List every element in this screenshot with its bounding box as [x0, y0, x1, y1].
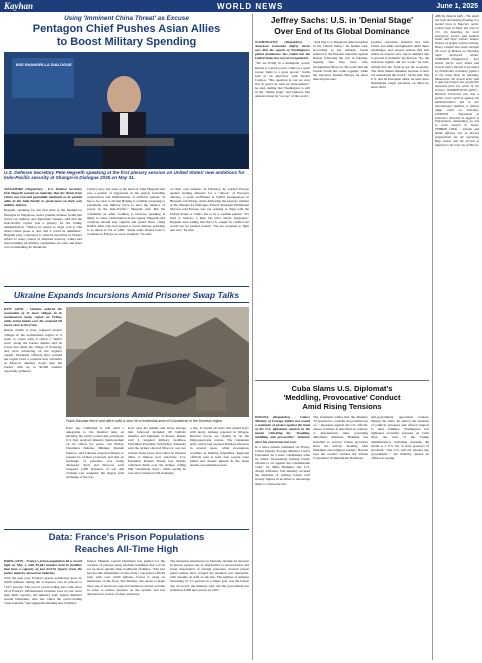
- story1-headline-line1: Pentagon Chief Pushes Asian Allies: [32, 23, 221, 35]
- story4-column-2: [313, 40, 368, 377]
- story4-body-2: "And that is a dangerous misconception in the United States," he further said. According to his remarks, Sachs referred to the Western sanctions against Russia following the war in Ukraine, arguing that they have only strengthened Moscow. He noted that the Global South has come together, while the sanctions harmed Europe far more than anyone else.: [313, 40, 368, 81]
- story3-body-2: Justice Minister Gerald Darmanin has pushed for the creation of prisons using modular buildings that can be set up more quickly than traditional facilities. "The bed has become emblematic of this crisis," one prison official said, with over 5,000 inmates forced to sleep on mattresses on the floor. The ministry also plans to make more use of electronic tags and sentences served at home in order to relieve pressure on the system, and has announced a review of short sentences.: [87, 559, 165, 596]
- story4-lead: WASHINGTON (Dispatches) - American economist Jeffrey Sachs says that the speech of Washington's global dominance has ended but the United States has not yet recognized it.: [255, 40, 310, 61]
- story1-headline-line2: to Boost Military Spending: [56, 36, 197, 48]
- story3-top-rule: [4, 529, 249, 530]
- story5-body-3: anti-government opposition leaders. During his visits, he alerted the relatives of political prisoners and offered support to their families. Washington has tightened economic pressure on Cuba since the start of the Trump administration, including restoring the island to a U.S. list of state sponsors of terrorism. "The U.S. will not tolerate any government..." the ministry quoted an official as saying.: [371, 415, 429, 460]
- story3-body-3: The measures announced on Saturday include an increase in places, greater use of alternatives to incarceration and faster deportation of foreign prisoners. Several prison guard unions have warned the situation was untenable, with assaults on staff on the rise. The number of inmates increasing by 5.2 percent in a single year was the fastest rise on record, the ministry said, and the government has promised 3,000 new places by 2027.: [170, 559, 249, 592]
- story2-column-4: [190, 426, 249, 526]
- sidebar-briefs-text: ABUJA, Nigeria (AP) - The death toll from devastating flooding in a market town in Nigeria's north-central state of Niger has risen to 151. On Saturday, the local emergency service and medical teams had more victims' bodies. Dozens of people remain missing. Heavy rainfall that swept through the town of Mokwa on Thursday night destroyed homes. TEHERAN (Dispatches) - Two Israeli forces were killed and several others injured in an attack by Palestinian resistance fighters in the Gaza Strip on Saturday. Meanwhile, the Israeli army said it had intercepted two projectiles launched from the north of the enclave. WASHINGTON (AFP) - Harvard University has won a further court reprieve against the administration's bid to bar international students, a federal judge ruled on Thursday. LONDON - Thousands of protesters marched in support of Palestinians, demanding an end to arms exports to Israel. TEHRAN (TNA) - Iranian and Saudi officials met to discuss preparations for the upcoming Hajj season and the arrival of pilgrims in the holy city of Mecca.: [435, 15, 479, 147]
- story3-body-1: Over the past year, France's prison population grew by 6,000 inmates, taking the occupancy rate in prisons to 133.7 percent. The record overcrowding has come since 29 of France's 186 detention facilities were at over twice their built capacity, the ministry said. Justice Minister Gerald Darmanin, who has called the overcrowding "unacceptable," has suggested building new facilities.: [4, 576, 82, 605]
- story5-headline-line1: Cuba Slams U.S. Diplomat's: [291, 384, 393, 393]
- story3-column-3: [170, 559, 249, 661]
- story1-caption: U.S. Defense Secretary Pete Hegseth speaking at the first plenary session on United States' new ambitions for Indo-Pacific security at Shangri-la Dialogue 2025 on May 31.: [4, 170, 245, 181]
- story2-lead: KYIV (AFP) - Ukraine ordered the evacuation of 11 more villages in its northeastern Sumy region on Friday, while aerial bombs over the weekend hit towns close to the front.: [4, 307, 62, 328]
- story2-bottom-rule: [4, 302, 249, 303]
- masthead: [0, 0, 482, 12]
- story3-column-1: [4, 559, 82, 661]
- story2-body-1: Russia claims to have captured several villages in the northeastern region as it seeks to create what it called a "buffer zone" along the border. Russia said its forces had taken the village of Vodolagy and were advancing on the region's capital. Ukrainian officials have warned the region faces a possible new offensive as Moscow amasses troops near the border, with up to 50,000 soldiers reportedly gathered.: [4, 328, 62, 374]
- section-title: WORLD NEWS: [216, 1, 284, 11]
- story4-headline-line1: Jeffrey Sachs: U.S. in 'Denial Stage': [270, 15, 414, 25]
- sidebar-news-briefs: [435, 15, 479, 660]
- story3-headline-line1: Data: France's Prison Populations: [48, 532, 205, 543]
- story2-photo: [66, 307, 249, 417]
- story4-body-3: positive outcomes. Russia's ties with China and India strengthened amid these challenges, and several nations that had relied on exports now report demand due to growth in domestic production. "So, the sanctions regime did not work," he said, adding that the "fault is not the economy. The West makes mistakes because it does not understand the world," Sachs said. The U.S. and its European allies, he said, have maintained tough sanctions on Moscow since 2022.: [371, 40, 429, 90]
- story2-headline: Ukraine Expands Incursions Amid Prisoner Swap Talks: [13, 290, 240, 300]
- photo-banner-text: IISS SHANGRI-LA DIALOGUE: [16, 62, 72, 67]
- story5-headline-line3: Amid Rising Tensions: [302, 402, 382, 411]
- story2-column-2: [66, 426, 124, 526]
- story2-body-3: Kyiv says the missile and drone barrage that followed included 48 ballistic missiles and hundreds of drones. Russia said it targeted military facilities. Ukrainian President Volodymyr Zelensky said the strikes showed Moscow was not serious about peace and called on Western allies to impose new sanctions. U.S. President Donald Trump has sharply criticized Putin over the strikes, calling him "absolutely crazy", while saying he was also frustrated with Zelensky.: [128, 426, 186, 476]
- story1-kicker: Using 'Imminent China Threat' as Excuse: [64, 15, 189, 22]
- story1-column-2: [87, 187, 165, 285]
- story5-lead: HAVANA (Dispatches) - Cuba's Ministry of Foreign Affairs has issued a statement of protest against the head of the U.S. diplomatic mission in the island, criticizing his "insulting, meddling and provocative" behavior since his arrival late last year.: [255, 415, 310, 444]
- story1-column-3: [170, 187, 249, 285]
- story5-headline-line2: 'Meddling, Provocative' Conduct: [283, 393, 401, 402]
- story5-column-3: [371, 415, 429, 660]
- story3-lead: PARIS (AFP) - France's prison population hit a record high on May 1, with 83,681 inmates held in facilities that have a capacity of just 62,570, figures from the justice ministry showed on Saturday.: [4, 559, 82, 576]
- story4-body-1: "We are living in a multipolar world. Russia is a great power. China is a great power. India is a great power," Sachs said in an interview with Tucker Carlson. "The question is can we now live in peace in such an environment," he said, adding that Washington is still in the "denial stage" and believes that America must be "on top" of the world.: [255, 61, 310, 99]
- story1-lead: SINGAPORE (Dispatches) - U.S. Defense Secretary Pete Hegseth warned on Saturday that the threat from China was real and potentially imminent as he pushed allies in the Indo-Pacific to spend more on their own military defense.: [4, 187, 82, 208]
- story1-photo: [4, 52, 249, 169]
- story5-column-1: [255, 415, 310, 660]
- sidebar-divider: [432, 14, 433, 660]
- story2-top-rule: [4, 286, 249, 287]
- story2-column-3: [128, 426, 186, 526]
- story3-headline-line2: Reaches All-Time High: [74, 544, 179, 555]
- story1-body-1: Hegseth, speaking for the first time at the Shangri-La Dialogue in Singapore, Asia's premier defense forum that draws top military and diplomatic leaders, said that the Indo-Pacific region was a priority for the Trump administration. "There's no reason to sugar coat it. The threat China poses is real, and it could be imminent," Hegseth said, a reference to what he described as China's efforts to seize control of disputed territory. China had been building up military capabilities, he said, and there was no mistaking its intentions.: [4, 208, 82, 250]
- story1-body-3: on their own defense. In February, he warned Europe against leaning America for a "reboot" of Europe's defense, a point reaffirmed at NATO headquarters in Brussels. On Friday, while delivering the keynote address at the Shangri-La Dialogue, French President Emmanuel Macron said Europe was not seeking to align with the United States or China, but to be a credible partner. "It's hard to believe, a little bit, after what's happened," Hegseth said, adding that the U.S. sought no conflict but would not be pushed around. "We are prepared to fight and win," he said.: [170, 187, 249, 232]
- story5-body-1: In a news release published on Friday, Cuban Deputy Foreign Minister Carlos Fernandez de Cossio condemned what he called "increasingly inciting Cuban citizens to act against the constitutional order" by Mike Hammer, the U.S. chargé d'affaires. The ministry accused the diplomat of visiting Cuban civil society figures in an effort to encourage them to violate the law.: [255, 444, 310, 486]
- story2-body-4: a day. It owned all sides that pulled Kyiv with heavy damage reported in villages, Russian forces are closing in on the Dnipropetrovsk region. The Ukrainian army said it had stopped Russian advances in several areas, while evacuations continue as shelling intensifies. Regional officials said at least four people were killed and dozens injured in the latest attacks on residential areas.: [190, 426, 249, 467]
- story5-body-2: The statement added that the ministry "is prepared to consider the possible use of..." measures against the U.S. official, whose activities it described as contrary to international rules governing diplomatic missions. Hammer has travelled to several Cuban provinces since his arrival, meeting with dissidents and religious leaders. Havana says the conduct violates the Vienna Convention on Diplomatic Relations.: [313, 415, 368, 460]
- story2-column-1: [4, 307, 62, 527]
- issue-date: June 1, 2025: [436, 2, 478, 10]
- publication-logo: Kayhan: [4, 1, 34, 11]
- story5-top-rule: [255, 380, 429, 381]
- story1-column-1: [4, 187, 82, 285]
- story3-column-2: [87, 559, 165, 661]
- story2-body-2: Kyiv has confirmed it will send a delegation to the Istanbul talks on Monday, but said it would only participate if it first received Russia's memorandum on its vision for peace. On Friday, Ukrainian Defense Minister Rustem Umerov said Ukraine expected Russia to present its written proposals and that an exchange of prisoners was being discussed. Kyiv and Moscow each swapped 1,000 prisoners of war and civilians last weekend, the largest such exchange of the war.: [66, 426, 124, 480]
- story4-column-1: [255, 40, 310, 377]
- column-divider: [252, 14, 253, 660]
- story1-body-2: China's navy has been at the head of what Hegseth said was a pattern of aggression in the region, including construction and militarization of artificial islands. "It has to be clear to all that Beijing is credibly preparing to potentially use military force to alter the balance of power in the Indo-Pacific," Hegseth said. But his comments on allies working to increase spending is likely to cause consternation in the region. Hegseth said countries should stay vigilant and spend more, citing NATO allies who had agreed to boost defense spending to as much as 5% of GDP. "Asian allies should look to countries in Europe as a new example," he said.: [87, 187, 165, 237]
- story4-headline-line2: Over End of Its Global Dominance: [274, 26, 410, 36]
- story2-photo-caption: Frank Kassian fence and stitch solid is also hit a residential area of Kramatorsk in the Donetsk region.: [66, 419, 224, 423]
- story4-column-3: [371, 40, 429, 377]
- story5-column-2: [313, 415, 368, 660]
